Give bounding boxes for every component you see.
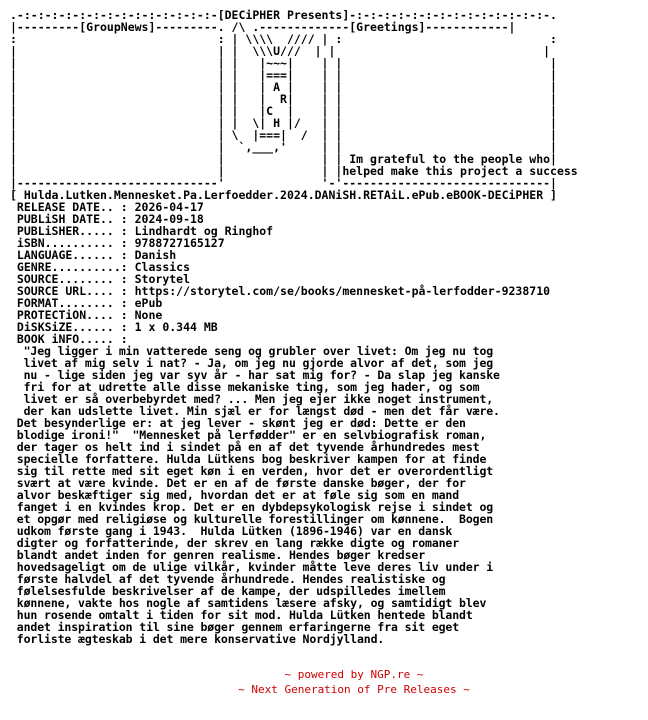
panel-row: | | | |C | | | | <box>10 104 557 118</box>
panel-row: | | | | A | | | | <box>10 80 557 94</box>
book-info-line: der tager os helt ind i sindet på en af det tyvende århundredes mest <box>10 440 480 454</box>
field-value: Storytel <box>134 272 191 286</box>
field-value: None <box>134 308 163 322</box>
book-info-line: blandt andet inden for genren realisme. Hendes bøger kredser <box>10 548 426 562</box>
field-value: ePub <box>134 296 163 310</box>
field-value: Classics <box>134 260 191 274</box>
book-info-line: hun rosende omtalt i tiden for sit mod. Hulda Lütken hentede blandt <box>10 608 473 622</box>
field-label: GENRE..........: <box>10 260 135 274</box>
release-fields <box>10 200 550 346</box>
field-value: 1 x 0.344 MB <box>134 320 218 334</box>
field-label: PROTECTiON.... : <box>10 308 135 322</box>
book-info-line: digter og forfatterinde, der skrev en lang række digte og romaner <box>10 536 460 550</box>
nfo-text-block <box>10 9 578 645</box>
panel-row: : : | \\\\ //// | : : <box>10 32 557 46</box>
field-label: LANGUAGE...... : <box>10 248 135 262</box>
field-label: DiSKSiZE...... : <box>10 320 135 334</box>
field-value: 2024-09-18 <box>134 212 204 226</box>
field-label: SOURCE URL.... : <box>10 284 135 298</box>
field-label: RELEASE DATE.. : <box>10 200 135 214</box>
panel-row: |-----------------------------' '-'------------------------------| <box>10 176 557 190</box>
book-info-line: kønnene, vakte hos nogle af samtidens læsere afsky, og samtidigt blev <box>10 596 487 610</box>
panel-row: | | | |helped make this project a success <box>10 164 578 178</box>
book-info-line: fri for at udrette alle disse mekaniske ting, som jeg hader, og som <box>10 380 480 394</box>
book-info-line: andet inspiration til sine bøger gennem erfaringerne fra sit eget <box>10 620 460 634</box>
book-info-line: livet er så overbebyrdet med? ... Men jeg ejer ikke noget instrument, <box>10 392 494 406</box>
powered-by-text: ~ powered by NGP.re ~ <box>284 668 424 681</box>
book-info-line: følelsesfulde beskrivelser af de kampe, der udspilledes imellem <box>10 584 446 598</box>
release-name: [ Hulda.Lutken.Mennesket.Pa.Lerfoedder.2024.DANiSH.RETAiL.ePub.eBOOK-DECiPHER ] <box>10 188 557 202</box>
book-info-line: alvor beskæftiger sig med, hvordan det er at føle sig som en mand <box>10 488 460 502</box>
panel-row: | | \ |===| / | | | <box>10 128 557 142</box>
book-info-text <box>10 344 500 646</box>
book-info-line: fanget i en kvindes krop. Det er en dybdepsykologisk rejse i sindet og <box>10 500 494 514</box>
book-info-line: første halvdel af det tyvende århundrede. Hendes realistiske og <box>10 572 446 586</box>
panel-row: | | | |===| | | | <box>10 68 557 82</box>
panel-row: | | | \\\U/// | | | <box>10 44 551 58</box>
book-info-line: udkom første gang i 1943. Hulda Lütken (1896-1946) var en dansk <box>10 524 453 538</box>
field-value: 9788727165127 <box>134 236 225 250</box>
book-info-line: blodige ironi!" "Mennesket på lerfødder" er en selvbiografisk roman, <box>10 428 487 442</box>
panel-row: | | `,___,' | | | <box>10 140 557 154</box>
panel-row: | | | | R| | | | <box>10 92 557 106</box>
book-info-line: et opgør med religiøse og kulturelle forestillinger om kønnene. Bogen <box>10 512 494 526</box>
book-info-line: specielle forfattere. Hulda Lütkens bog beskriver kampen for at finde <box>10 452 487 466</box>
banner-line: .-:-:-:-:-:-:-:-:-:-:-:-:-:-:-[DECiPHER Presents]-:-:-:-:-:-:-:-:-:-:-:-:-:-:-. <box>10 8 557 22</box>
book-info-line: livet af mig selv i nat? - Ja, om jeg nu gjorde alvor af det, som jeg <box>10 356 494 370</box>
field-label: BOOK iNFO..... : <box>10 332 135 346</box>
panels-top-border: |---------[GroupNews]---------. /\ .-------------[Greetings]------------| <box>10 20 516 34</box>
panel-rows <box>10 32 578 190</box>
footer-tagline: ~ Next Generation of Pre Releases ~ <box>238 683 470 696</box>
field-label: PUBLiSHER..... : <box>10 224 135 238</box>
panel-row: | | | | Im grateful to the people who| <box>10 152 557 166</box>
book-info-line: sig til rette med sit eget køn i en verden, hvor det er overordentligt <box>10 464 494 478</box>
book-info-line: svært at være kvinde. Det er en af de første danske bøger, der for <box>10 476 466 490</box>
field-value: Lindhardt og Ringhof <box>134 224 274 238</box>
field-label: PUBLiSH DATE.. : <box>10 212 135 226</box>
book-info-line: forliste ægteskab i det mere konservative Nordjylland. <box>10 632 385 646</box>
book-info-line: der kan udslette livet. Min sjæl er for længst død - men det får være. <box>10 404 500 418</box>
book-info-line: "Jeg ligger i min vatterede seng og grubler over livet: Om jeg nu tog <box>10 344 494 358</box>
field-label: SOURCE........ : <box>10 272 135 286</box>
field-value: https://storytel.com/se/books/mennesket-på-lerfodder-9238710 <box>134 284 551 298</box>
field-label: iSBN.......... : <box>10 236 135 250</box>
field-value: 2026-04-17 <box>134 200 204 214</box>
field-label: FORMAT........ : <box>10 296 135 310</box>
book-info-line: Det besynderlige er: at jeg lever - skønt jeg er død: Dette er den <box>10 416 466 430</box>
panel-row: | | | \| H |/ | | | <box>10 116 557 130</box>
book-info-line: hovedsageligt om de ulige vilkår, kvinder måtte leve deres liv under i <box>10 560 494 574</box>
field-value: Danish <box>134 248 177 262</box>
book-info-line: nu - lige siden jeg var syv år - har sat mig for? - Da slap jeg kanske <box>10 368 500 382</box>
panel-row: | | | |~~~| | | | <box>10 56 557 70</box>
